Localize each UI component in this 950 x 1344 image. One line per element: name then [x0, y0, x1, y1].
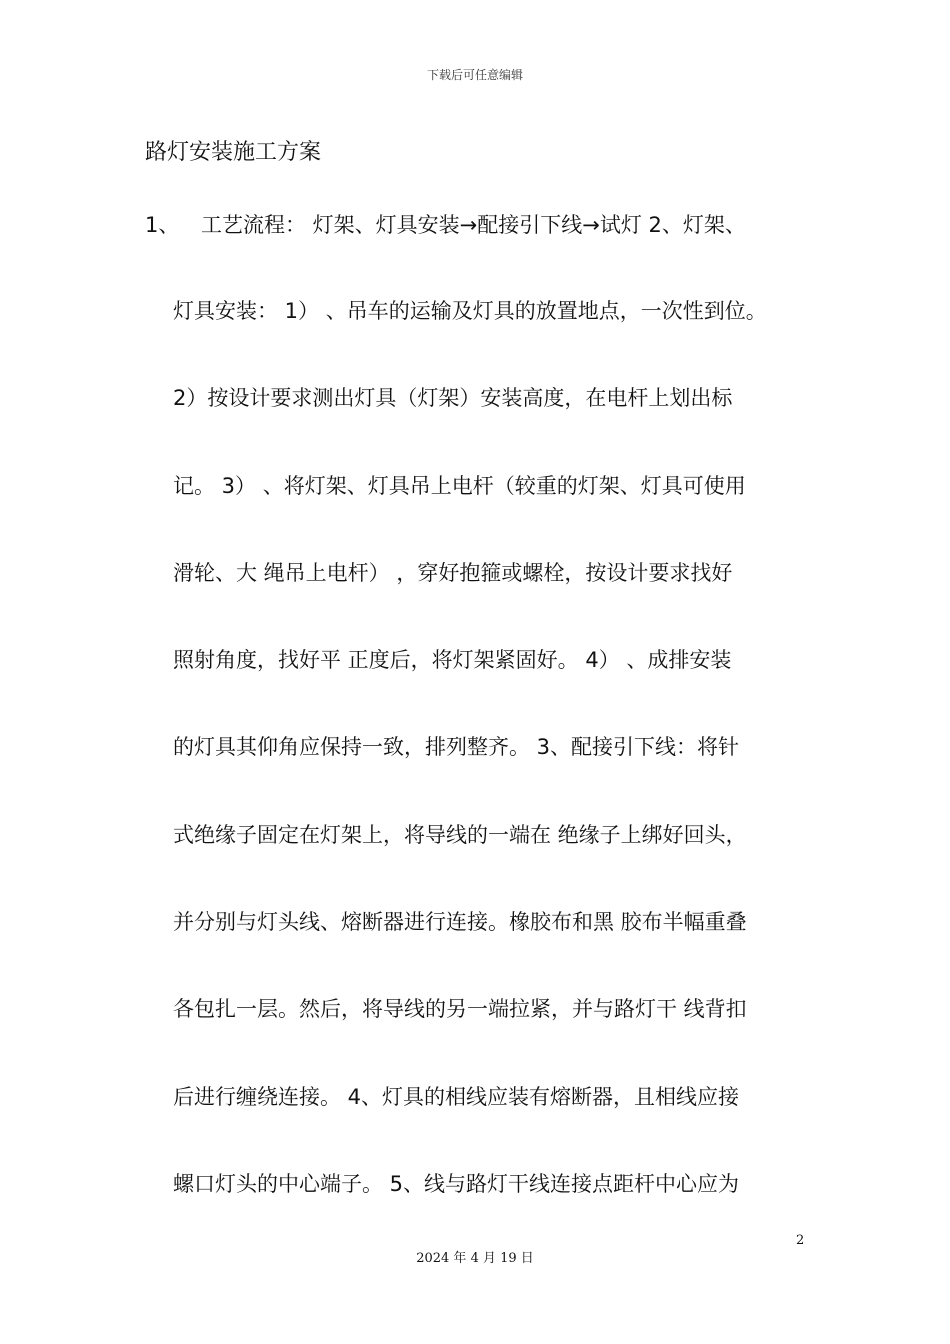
section-number: 1、: [145, 213, 180, 237]
paragraph-line: 的灯具其仰角应保持一致，排列整齐。 3、配接引下线：将针: [173, 735, 740, 760]
paragraph-line: 照射角度，找好平 正度后，将灯架紧固好。 4） 、成排安装: [173, 648, 732, 673]
header-note: 下载后可任意编辑: [426, 68, 523, 82]
paragraph-line: 滑轮、大 绳吊上电杆） ，穿好抱箍或螺栓，按设计要求找好: [173, 560, 733, 585]
paragraph-line: 式绝缘子固定在灯架上，将导线的一端在 绝缘子上绑好回头，: [173, 822, 747, 847]
paragraph-line: 记。 3） 、将灯架、灯具吊上电杆（较重的灯架、灯具可使用: [173, 473, 746, 498]
document-title: 路灯安装施工方案: [145, 140, 322, 165]
paragraph-line: 螺口灯头的中心端子。 5、线与路灯干线连接点距杆中心应为: [173, 1171, 740, 1196]
paragraph-line: 各包扎一层。然后，将导线的另一端拉紧，并与路灯干 线背扣: [173, 997, 747, 1022]
paragraph-line: 并分别与灯头线、熔断器进行连接。橡胶布和黑 胶布半幅重叠: [173, 910, 747, 935]
paragraph-line: 2）按设计要求测出灯具（灯架）安装高度，在电杆上划出标: [173, 386, 733, 411]
paragraph-line: 灯具安装： 1） 、吊车的运输及灯具的放置地点，一次性到位。: [173, 299, 767, 323]
section-text: 工艺流程： 灯架、灯具安装→配接引下线→试灯 2、灯架、: [201, 213, 746, 237]
paragraph-line: 后进行缠绕连接。 4、灯具的相线应装有熔断器，且相线应接: [173, 1084, 740, 1109]
page-number: 2: [796, 1233, 805, 1248]
body-text: [173, 296, 833, 1256]
paragraph-line: [145, 210, 746, 240]
footer-date: 2024 年 4 月 19 日: [416, 1251, 534, 1266]
